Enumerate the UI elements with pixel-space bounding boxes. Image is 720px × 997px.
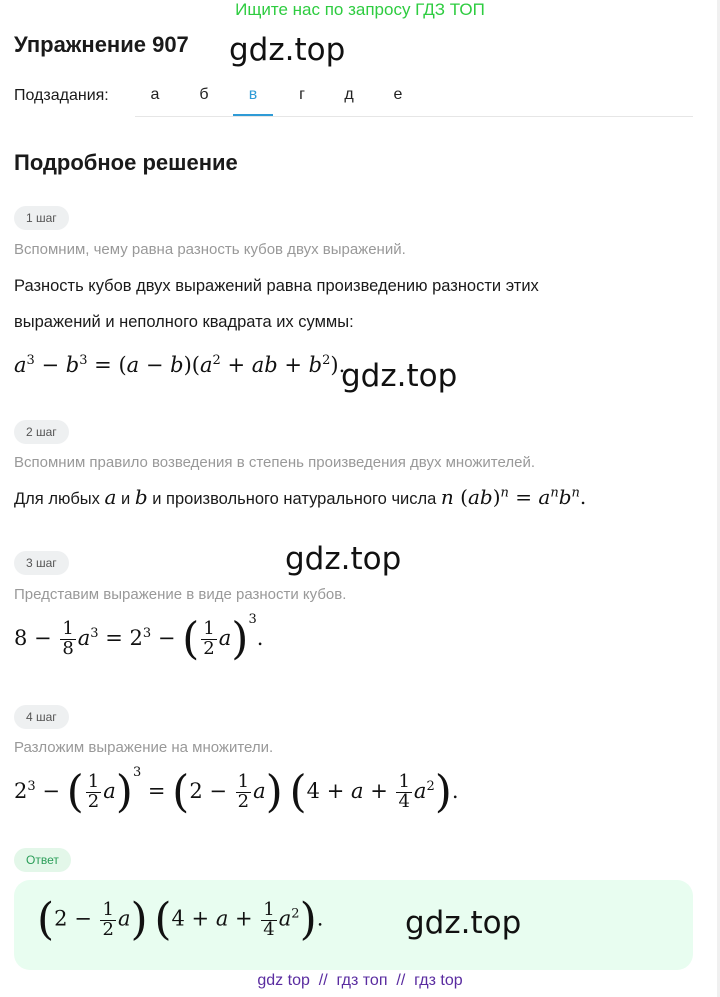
text-and-natural: и произвольного натурального числа — [152, 490, 437, 508]
step-text-1b: выражений и неполного квадрата их суммы: — [14, 313, 354, 331]
text-and: и — [121, 490, 131, 508]
step-hint-4: Разложим выражение на множители. — [14, 739, 274, 756]
step-badge-3: 3 шаг — [14, 551, 69, 575]
page-title: Упражнение 907 — [14, 32, 189, 57]
footer-links[interactable]: gdz top // гдз топ // гдз top — [257, 972, 463, 989]
solution-heading: Подробное решение — [14, 150, 238, 175]
answer-badge: Ответ — [14, 848, 71, 872]
step-text-1a: Разность кубов двух выражений равна произведению разности этих — [14, 277, 539, 295]
tab-g[interactable]: г — [299, 86, 305, 103]
watermark: gdz.top — [285, 541, 402, 577]
text-for-any: Для любых — [14, 490, 100, 508]
tab-d[interactable]: д — [344, 86, 354, 103]
step-badge-2: 2 шаг — [14, 420, 69, 444]
watermark: gdz.top — [229, 32, 346, 68]
step-badge-1: 1 шаг — [14, 206, 69, 230]
tab-v[interactable]: в — [233, 86, 273, 116]
step-text-2: Для любых a и b и произвольного натурального числа n $(ab)^n = a^nb^n$. — [14, 485, 587, 509]
watermark: gdz.top — [405, 905, 522, 941]
step-hint-1: Вспомним, чему равна разность кубов двух выражений. — [14, 241, 406, 258]
tab-b[interactable]: б — [199, 86, 209, 103]
subtasks-tabs — [135, 78, 693, 117]
formula-power-product: n $(ab)^n = a^nb^n$. — [440, 485, 587, 509]
subtasks-label: Подзадания: — [14, 87, 109, 104]
tab-e[interactable]: е — [393, 86, 403, 103]
step-hint-2: Вспомним правило возведения в степень произведения двух множителей. — [14, 454, 535, 471]
step-hint-3: Представим выражение в виде разности кубов. — [14, 586, 347, 603]
formula-cube-difference: $a^3 - b^3 = (a - b)(a^2$ + ab + $b^2$). — [14, 353, 346, 377]
promo-banner: Ищите нас по запросу ГДЗ ТОП — [235, 0, 485, 19]
step-badge-4: 4 шаг — [14, 705, 69, 729]
tab-a[interactable]: а — [150, 86, 160, 103]
formula-step-4: $2^3$ − ( $\frac{1}{2}$ a)$^3$ = (2 − $\frac{1}{2}$ a) (4 + a + $\frac{1}{4}$ $a^2$). — [14, 765, 459, 818]
answer-formula: (2 − $\frac{1}{2}$ a) (4 + a + $\frac{1}{4}$ $a^2$). — [37, 894, 324, 945]
formula-step-3: 8 − $\frac{1}{8}$ $a^3 = 2^3$ − ( $\frac{1}{2}$ a)$^3$. — [14, 612, 264, 665]
watermark: gdz.top — [341, 358, 458, 394]
